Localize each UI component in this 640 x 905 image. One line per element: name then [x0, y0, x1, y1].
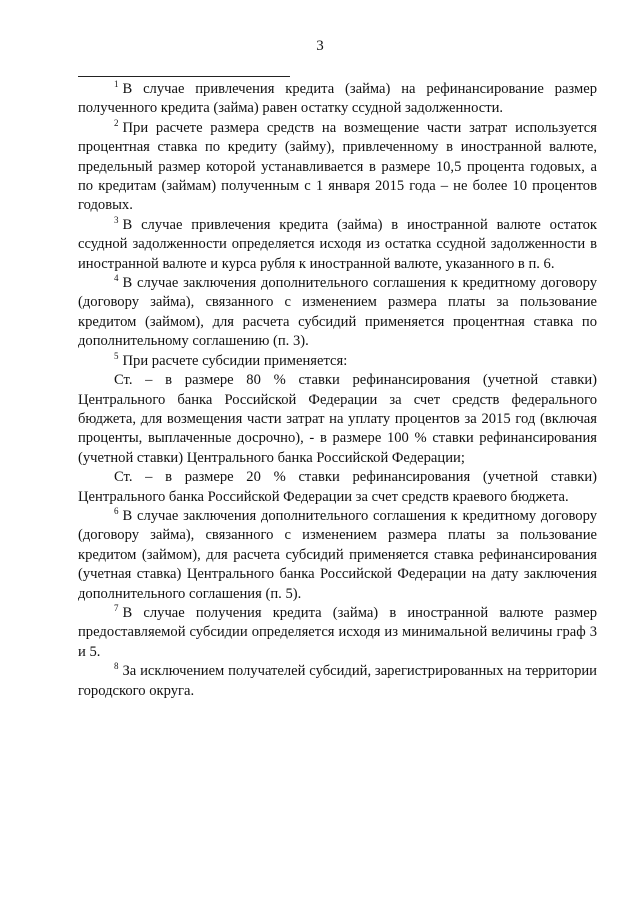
- footnote-text: Ст. – в размере 20 % ставки рефинансирования (учетной ставки) Центрального банка Российской Федерации за счет средств краевого бюджета.: [78, 469, 597, 505]
- footnote-text: Ст. – в размере 80 % ставки рефинансирования (учетной ставки) Центрального банка Российской Федерации за счет средств федерального бюджета, для возмещения части затрат на уплату процентов за 2015 год (включая проценты, выплаченные досрочно), - в размере 100 % ставки рефинансирования (учетной ставки) Центрального банка Российской Федерации;: [78, 372, 597, 466]
- footnote-mark: 3: [114, 214, 119, 225]
- footnote-8: [78, 662, 597, 701]
- footnote-1: [78, 80, 597, 119]
- footnote-text: В случае получения кредита (займа) в иностранной валюте размер предоставляемой субсидии определяется исходя из минимальной величины граф 3 и 5.: [78, 604, 597, 660]
- footnote-6: [78, 507, 597, 604]
- footnote-4: [78, 274, 597, 352]
- page-number: 3: [316, 38, 324, 54]
- footnote-text: При расчете размера средств на возмещение части затрат используется процентная ставка по кредиту (займу), привлеченному в иностранной валюте, предельный размер которой устанавливается в размере 10,5 процента годовых, а по кредитам (займам) полученным с 1 января 2015 года – не более 10 процентов годовых.: [78, 119, 597, 214]
- footnotes-block: [78, 80, 597, 701]
- footnote-5: [78, 352, 597, 371]
- footnote-text: При расчете субсидии применяется:: [122, 352, 348, 369]
- footnote-text: В случае заключения дополнительного соглашения к кредитному договору (договору займа), связанного с изменением размера платы за пользование кредитом (займом), для расчета субсидий применяется ставка рефинансирования (учетная ставка) Центрального банка Российской Федерации на дату заключения дополнительного соглашения (п. 5).: [78, 507, 597, 602]
- footnote-separator: [78, 76, 290, 77]
- footnote-mark: 1: [114, 79, 119, 89]
- footnote-text: В случае привлечения кредита (займа) на рефинансирование размер полученного кредита (займа) равен остатку ссудной задолженности.: [78, 81, 597, 117]
- footnote-5-regional: [78, 468, 597, 507]
- footnote-text: За исключением получателей субсидий, зарегистрированных на территории городского округа.: [78, 663, 597, 699]
- footnote-mark: 5: [114, 350, 119, 361]
- footnote-mark: 6: [114, 505, 119, 516]
- footnote-mark: 4: [114, 273, 119, 284]
- footnote-5-federal: [78, 371, 597, 468]
- footnote-text: В случае заключения дополнительного соглашения к кредитному договору (договору займа), связанного с изменением размера платы за пользование кредитом (займом), для расчета субсидий применяется процентная ставка по дополнительному соглашению (п. 3).: [78, 275, 597, 350]
- footnote-mark: 8: [114, 661, 119, 672]
- footnote-text: В случае привлечения кредита (займа) в иностранной валюте остаток ссудной задолженности определяется исходя из остатка ссудной задолженности в иностранной валюте и курса рубля к иностранной валюте, указанного в п. 6.: [78, 216, 597, 272]
- footnote-mark: 2: [114, 117, 119, 128]
- footnote-7: [78, 604, 597, 662]
- footnote-3: [78, 216, 597, 274]
- footnote-mark: 7: [114, 602, 119, 613]
- footnote-2: [78, 119, 597, 216]
